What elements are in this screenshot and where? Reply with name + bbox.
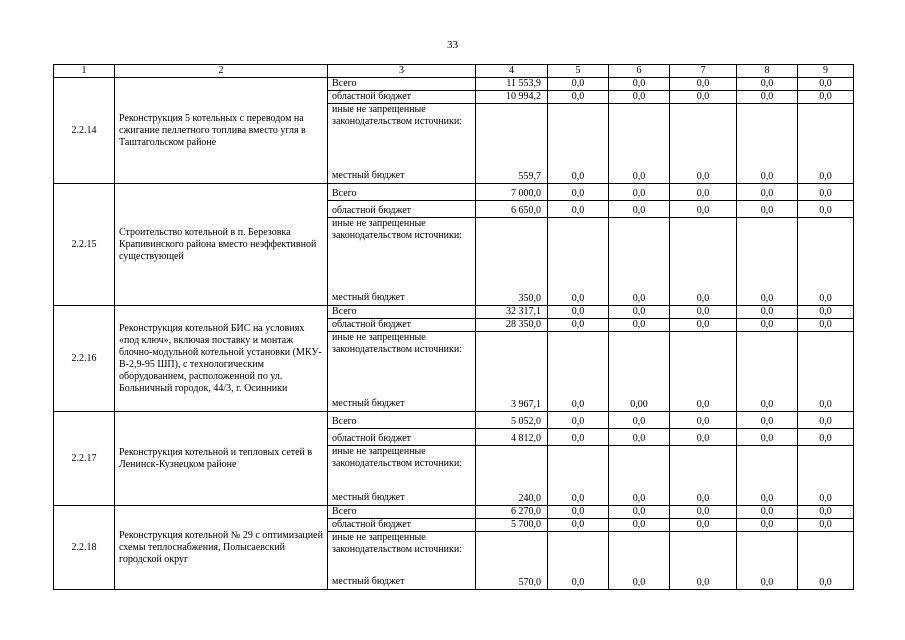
project-title: Строительство котельной в п. Березовка Крапивинского района вместо неэффективной существующей (115, 184, 328, 306)
total-value: 5 700,0 (476, 519, 548, 532)
funding-source (328, 446, 476, 506)
header-cell: 6 (609, 65, 670, 78)
year-value: 0,0 (548, 429, 609, 446)
year-value: 0,0 (609, 319, 670, 332)
year-value: 0,0 (609, 306, 670, 319)
total-value: 240,0 (476, 446, 548, 506)
year-value: 0,0 (737, 91, 798, 104)
year-value: 0,0 (670, 506, 737, 519)
total-value: 11 553,9 (476, 78, 548, 91)
year-value: 0,0 (737, 201, 798, 218)
year-value: 0,0 (798, 412, 854, 429)
year-value: 0,0 (737, 506, 798, 519)
year-value: 0,0 (798, 104, 854, 184)
total-value: 5 052,0 (476, 412, 548, 429)
table-row (54, 184, 854, 201)
year-value: 0,0 (670, 446, 737, 506)
year-value: 0,0 (798, 319, 854, 332)
funding-source-label: иные не запрещенные законодательством источники: (332, 332, 463, 355)
funding-source: областной бюджет (328, 319, 476, 332)
year-value: 0,0 (737, 306, 798, 319)
year-value: 0,0 (548, 446, 609, 506)
table-row (54, 78, 854, 91)
funding-source-sublabel: местный бюджет (332, 576, 405, 587)
total-value: 570,0 (476, 532, 548, 590)
year-value: 0,0 (609, 78, 670, 91)
funding-source-label: иные не запрещенные законодательством источники: (332, 532, 463, 555)
header-cell: 4 (476, 65, 548, 78)
project-code: 2.2.16 (54, 306, 115, 412)
budget-table (53, 64, 854, 590)
funding-source (328, 332, 476, 412)
year-value: 0,0 (548, 532, 609, 590)
funding-source-label: иные не запрещенные законодательством источники: (332, 104, 463, 127)
project-title: Реконструкция 5 котельных с переводом на сжигание пеллетного топлива вместо угля в Таштагольском районе (115, 78, 328, 184)
year-value: 0,0 (737, 446, 798, 506)
year-value: 0,0 (670, 532, 737, 590)
year-value: 0,0 (670, 104, 737, 184)
year-value: 0,0 (670, 184, 737, 201)
year-value: 0,0 (737, 429, 798, 446)
year-value: 0,0 (737, 218, 798, 306)
year-value: 0,0 (670, 78, 737, 91)
total-value: 28 350,0 (476, 319, 548, 332)
year-value: 0,0 (670, 91, 737, 104)
funding-source: областной бюджет (328, 201, 476, 218)
year-value: 0,0 (548, 91, 609, 104)
table-row (54, 506, 854, 519)
header-row (54, 65, 854, 78)
year-value: 0,0 (548, 412, 609, 429)
year-value: 0,0 (609, 532, 670, 590)
header-cell: 9 (798, 65, 854, 78)
year-value: 0,0 (548, 519, 609, 532)
year-value: 0,0 (798, 429, 854, 446)
project-title: Реконструкция котельной БИС на условиях «под ключ», включая поставку и монтаж блочно-модульной котельной установки (МКУ-В-2,9-95 ШП), с технологическим оборудованием, расположенной по ул. Больничный городок, 44/3, г. Осинники (115, 306, 328, 412)
year-value: 0,0 (737, 519, 798, 532)
total-value: 10 994,2 (476, 91, 548, 104)
year-value: 0,0 (670, 429, 737, 446)
year-value: 0,0 (548, 306, 609, 319)
funding-source (328, 218, 476, 306)
funding-source-sublabel: местный бюджет (332, 170, 405, 181)
funding-source: областной бюджет (328, 429, 476, 446)
year-value: 0,0 (548, 332, 609, 412)
year-value: 0,0 (548, 201, 609, 218)
year-value: 0,0 (798, 201, 854, 218)
year-value: 0,0 (548, 218, 609, 306)
funding-source-sublabel: местный бюджет (332, 292, 405, 303)
total-value: 3 967,1 (476, 332, 548, 412)
project-code: 2.2.14 (54, 78, 115, 184)
header-cell: 1 (54, 65, 115, 78)
total-value: 350,0 (476, 218, 548, 306)
year-value: 0,0 (609, 201, 670, 218)
funding-source: Всего (328, 506, 476, 519)
funding-source-sublabel: местный бюджет (332, 492, 405, 503)
funding-source-label: иные не запрещенные законодательством источники: (332, 218, 463, 241)
year-value: 0,0 (798, 332, 854, 412)
page-number: 33 (447, 39, 458, 51)
funding-source: областной бюджет (328, 91, 476, 104)
year-value: 0,0 (670, 519, 737, 532)
year-value: 0,0 (609, 104, 670, 184)
year-value: 0,0 (548, 78, 609, 91)
year-value: 0,00 (609, 332, 670, 412)
year-value: 0,0 (737, 319, 798, 332)
year-value: 0,0 (798, 91, 854, 104)
funding-source-label: иные не запрещенные законодательством источники: (332, 446, 463, 469)
table-row (54, 306, 854, 319)
year-value: 0,0 (609, 412, 670, 429)
year-value: 0,0 (609, 184, 670, 201)
project-code: 2.2.18 (54, 506, 115, 590)
year-value: 0,0 (609, 519, 670, 532)
year-value: 0,0 (609, 429, 670, 446)
project-title: Реконструкция котельной № 29 с оптимизацией схемы теплоснабжения, Полысаевский городской округ (115, 506, 328, 590)
funding-source: Всего (328, 78, 476, 91)
funding-source: Всего (328, 184, 476, 201)
year-value: 0,0 (798, 218, 854, 306)
header-cell: 3 (328, 65, 476, 78)
year-value: 0,0 (798, 446, 854, 506)
year-value: 0,0 (670, 332, 737, 412)
year-value: 0,0 (670, 319, 737, 332)
project-code: 2.2.15 (54, 184, 115, 306)
funding-source-sublabel: местный бюджет (332, 398, 405, 409)
year-value: 0,0 (798, 506, 854, 519)
year-value: 0,0 (670, 218, 737, 306)
year-value: 0,0 (737, 532, 798, 590)
year-value: 0,0 (548, 184, 609, 201)
year-value: 0,0 (798, 519, 854, 532)
year-value: 0,0 (737, 104, 798, 184)
year-value: 0,0 (609, 446, 670, 506)
year-value: 0,0 (798, 78, 854, 91)
project-title: Реконструкция котельной и тепловых сетей в Ленинск-Кузнецком районе (115, 412, 328, 506)
year-value: 0,0 (737, 412, 798, 429)
year-value: 0,0 (737, 332, 798, 412)
total-value: 32 317,1 (476, 306, 548, 319)
year-value: 0,0 (609, 91, 670, 104)
table-row (54, 412, 854, 429)
header-cell: 5 (548, 65, 609, 78)
year-value: 0,0 (670, 412, 737, 429)
total-value: 7 000,0 (476, 184, 548, 201)
funding-source (328, 104, 476, 184)
header-cell: 7 (670, 65, 737, 78)
total-value: 6 270,0 (476, 506, 548, 519)
funding-source: Всего (328, 412, 476, 429)
header-cell: 2 (115, 65, 328, 78)
year-value: 0,0 (798, 532, 854, 590)
project-code: 2.2.17 (54, 412, 115, 506)
year-value: 0,0 (609, 218, 670, 306)
year-value: 0,0 (798, 184, 854, 201)
total-value: 4 812,0 (476, 429, 548, 446)
total-value: 6 650,0 (476, 201, 548, 218)
year-value: 0,0 (548, 319, 609, 332)
year-value: 0,0 (737, 78, 798, 91)
year-value: 0,0 (609, 506, 670, 519)
funding-source (328, 532, 476, 590)
year-value: 0,0 (737, 184, 798, 201)
year-value: 0,0 (670, 306, 737, 319)
year-value: 0,0 (548, 104, 609, 184)
year-value: 0,0 (798, 306, 854, 319)
total-value: 559,7 (476, 104, 548, 184)
header-cell: 8 (737, 65, 798, 78)
year-value: 0,0 (670, 201, 737, 218)
year-value: 0,0 (548, 506, 609, 519)
funding-source: областной бюджет (328, 519, 476, 532)
funding-source: Всего (328, 306, 476, 319)
